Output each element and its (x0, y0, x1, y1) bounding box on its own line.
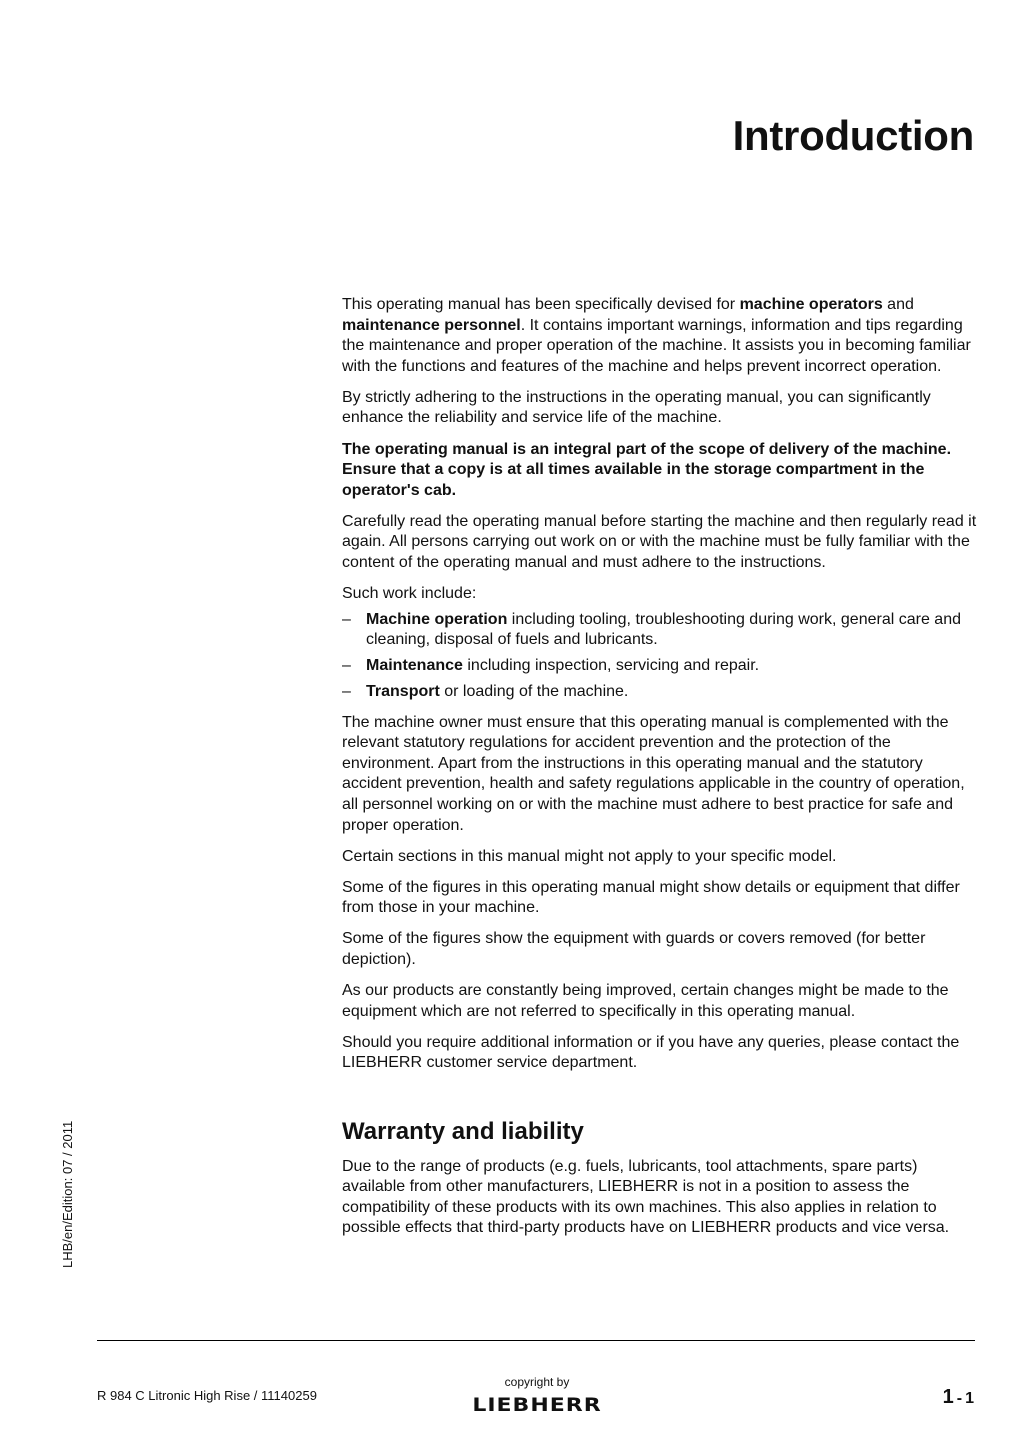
intro-paragraph-9: Some of the figures show the equipment with guards or covers removed (for better depiction). (342, 930, 926, 969)
intro-paragraph-3-bold (342, 440, 982, 502)
intro-bold-notice: The operating manual is an integral part of the scope of delivery of the machine. Ensure that a copy is at all times available in the storage compartment in the operator's cab. (342, 440, 952, 499)
list-item-text: including inspection, servicing and repair. (462, 656, 760, 674)
list-item (342, 610, 982, 651)
list-item (342, 656, 982, 677)
intro-paragraph-6: The machine owner must ensure that this operating manual is complemented with the relevant statutory regulations for accident prevention and the protection of the environment. Apart from the instructions in this operating manual and the statutory accident prevention, health and safety regulations applicable in the country of operation, all personnel working on or with the machine must adhere to best practice for safe and proper operation. (342, 713, 965, 834)
intro-text: . It contains important warnings, information and tips regarding the maintenance and proper operation of the machine. It assists you in becoming familiar with the functions and features of the machine and helps prevent incorrect operation. (342, 316, 971, 375)
intro-paragraph-2: By strictly adhering to the instructions in the operating manual, you can significantly enhance the reliability and service life of the machine. (342, 388, 931, 427)
intro-paragraph-8: Some of the figures in this operating manual might show details or equipment that differ from those in your machine. (342, 878, 960, 917)
warranty-heading: Warranty and liability (342, 1118, 584, 1145)
intro-text: and (882, 296, 914, 313)
list-item-term: Machine operation (366, 610, 508, 628)
main-content (342, 295, 982, 1249)
intro-emphasis-maintenance: maintenance personnel (342, 316, 521, 334)
intro-paragraph-10: As our products are constantly being improved, certain changes might be made to the equipment which are not referred to specifically in this operating manual. (342, 982, 949, 1020)
intro-paragraph-7: Certain sections in this manual might not apply to your specific model. (342, 847, 837, 865)
liebherr-logo: LIEBHERR (472, 1394, 602, 1417)
page-index: 1 (965, 1390, 974, 1407)
list-item-text: or loading of the machine. (439, 682, 629, 700)
page-title: Introduction (732, 112, 974, 159)
page-separator: - (956, 1390, 963, 1407)
list-item-term: Maintenance (366, 656, 463, 674)
document-reference: R 984 C Litronic High Rise / 11140259 (97, 1388, 317, 1403)
warranty-paragraph: Due to the range of products (e.g. fuels, lubricants, tool attachments, spare parts) available from other manufacturers, LIEBHERR is not in a position to assess the compatibility of these products with its own machines. This also applies in relation to possible effects that third-party products have on LIEBHERR products and vice versa. (342, 1157, 950, 1237)
footer-divider (97, 1340, 975, 1341)
dash-bullet: – (342, 656, 351, 674)
chapter-number: 1 (942, 1386, 954, 1408)
list-item (342, 682, 982, 703)
list-item-term: Transport (366, 682, 440, 700)
intro-paragraph-11: Should you require additional information or if you have any queries, please contact the LIEBHERR customer service department. (342, 1033, 960, 1072)
copyright-block (457, 1375, 617, 1418)
intro-text: This operating manual has been specifically devised for (342, 296, 740, 313)
list-item-text: including tooling, troubleshooting during work, general care and cleaning, disposal of fuels and lubricants. (366, 610, 961, 649)
intro-paragraph-5: Such work include: (342, 585, 477, 603)
work-types-list (342, 610, 982, 702)
dash-bullet: – (342, 682, 351, 700)
edition-label: LHB/en/Edition: 07 / 2011 (60, 1120, 75, 1268)
copyright-text: copyright by (504, 1375, 570, 1389)
intro-emphasis-operators: machine operators (739, 296, 883, 313)
dash-bullet: – (342, 610, 351, 628)
intro-paragraph-1 (342, 295, 982, 377)
intro-paragraph-4: Carefully read the operating manual before starting the machine and then regularly read it again. All persons carrying out work on or with the machine must be fully familiar with the content of the operating manual and must adhere to the instructions. (342, 512, 977, 572)
page-number (943, 1386, 974, 1409)
